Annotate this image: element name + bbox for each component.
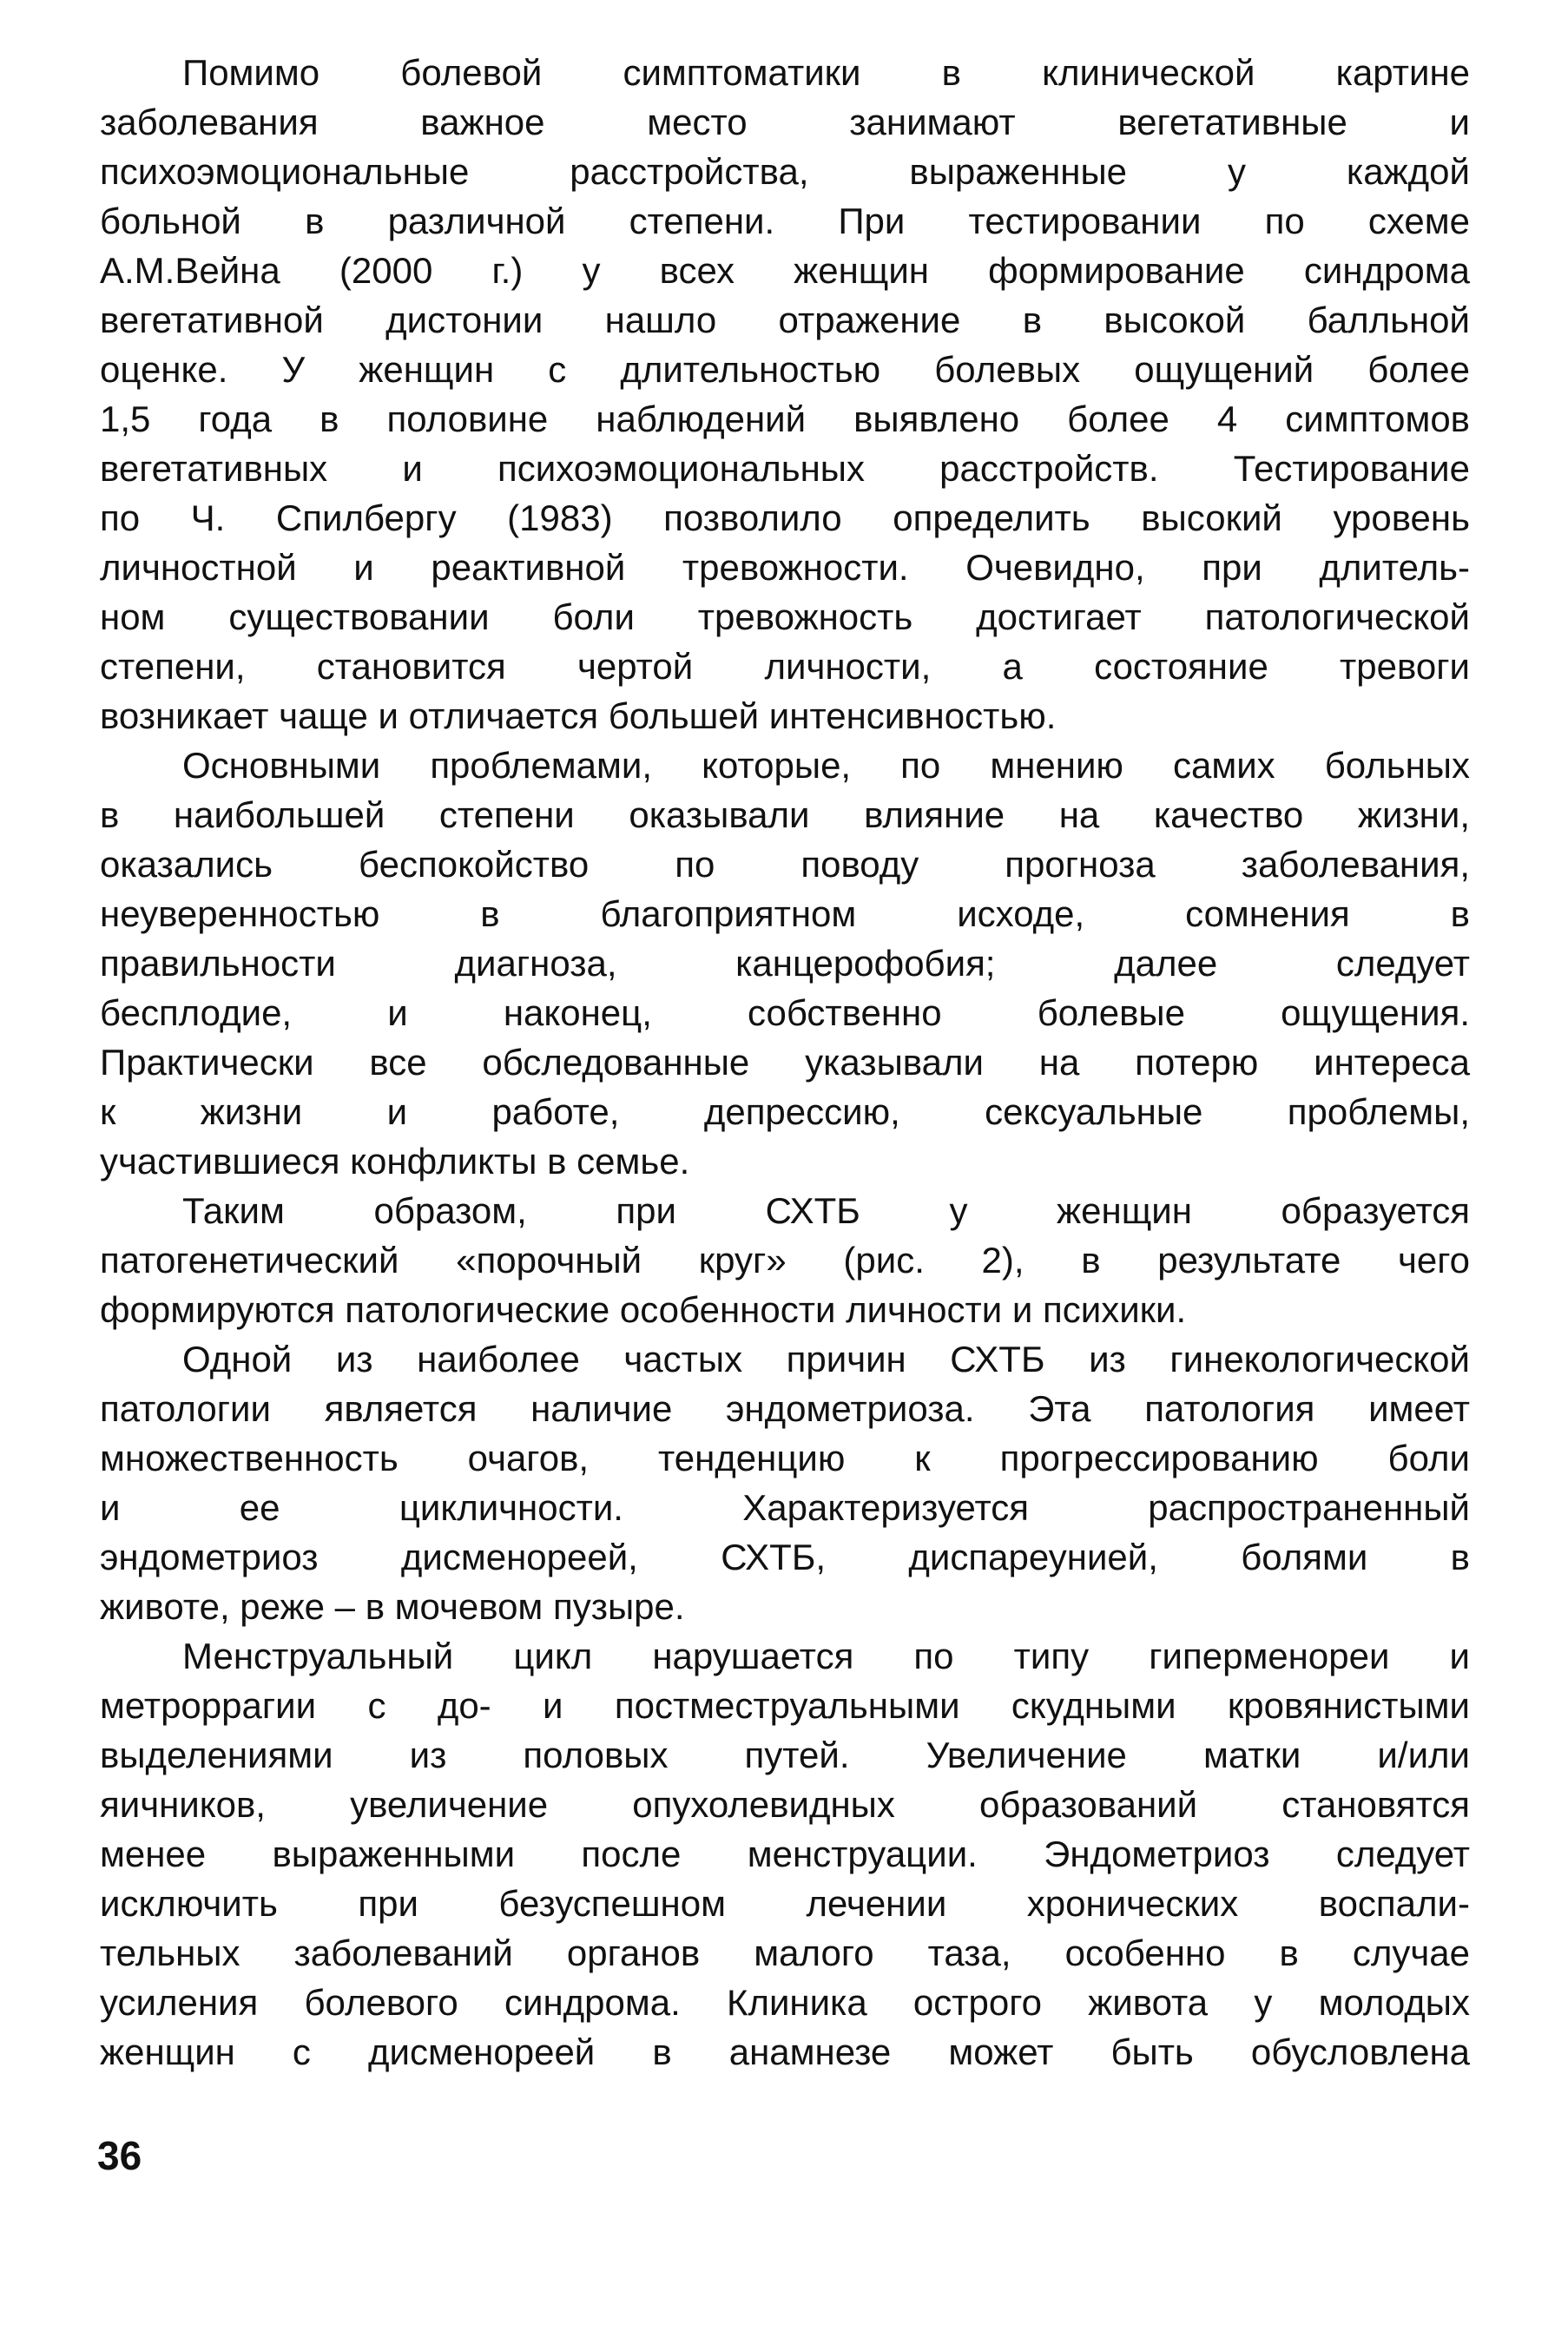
- text-line: оказались беспокойство по поводу прогноза заболевания,: [100, 844, 1470, 885]
- text-line: степени, становится чертой личности, а состояние тревоги: [100, 646, 1470, 687]
- text-line: бесплодие, и наконец, собственно болевые ощущения.: [100, 992, 1470, 1033]
- text-line: исключить при безуспешном лечении хронических воспали-: [100, 1883, 1470, 1924]
- text-line: женщин с дисменореей в анамнезе может быть обусловлена: [100, 2031, 1470, 2072]
- text-line: выделениями из половых путей. Увеличение матки и/или: [100, 1735, 1470, 1775]
- text-line: патогенетический «порочный круг» (рис. 2), в результате чего: [100, 1240, 1470, 1281]
- text-line: к жизни и работе, депрессию, сексуальные проблемы,: [100, 1091, 1470, 1132]
- text-line: заболевания важное место занимают вегетативные и: [100, 102, 1470, 142]
- text-line: менее выраженными после менструации. Эндометриоз следует: [100, 1834, 1470, 1874]
- text-line: вегетативной дистонии нашло отражение в высокой балльной: [100, 300, 1470, 340]
- page-number: 36: [97, 2133, 142, 2178]
- paragraph-1: [100, 48, 1470, 741]
- text-line: Основными проблемами, которые, по мнению самих больных: [182, 745, 1470, 786]
- text-line: неуверенностью в благоприятном исходе, сомнения в: [100, 893, 1470, 934]
- text-line: эндометриоз дисменореей, СХТБ, диспареунией, болями в: [100, 1537, 1470, 1577]
- paragraph-4: [100, 1334, 1470, 1631]
- text-line: ном существовании боли тревожность достигает патологической: [100, 596, 1470, 637]
- text-line: участившиеся конфликты в семье.: [100, 1141, 690, 1182]
- text-line: Практически все обследованные указывали на потерю интереса: [100, 1042, 1470, 1083]
- text-line: Менструальный цикл нарушается по типу гиперменореи и: [182, 1636, 1470, 1676]
- text-line: животе, реже – в мочевом пузыре.: [100, 1586, 685, 1627]
- text-line: Одной из наиболее частых причин СХТБ из гинекологической: [182, 1339, 1470, 1379]
- text-line: яичников, увеличение опухолевидных образований становятся: [100, 1784, 1470, 1825]
- text-line: формируются патологические особенности личности и психики.: [100, 1289, 1187, 1330]
- text-line: Помимо болевой симптоматики в клинической картине: [182, 52, 1470, 93]
- text-line: патологии является наличие эндометриоза. Эта патология имеет: [100, 1388, 1470, 1429]
- text-line: больной в различной степени. При тестировании по схеме: [100, 201, 1470, 241]
- text-line: и ее цикличности. Характеризуется распространенный: [100, 1487, 1470, 1528]
- text-line: Таким образом, при СХТБ у женщин образуется: [182, 1190, 1470, 1231]
- text-line: правильности диагноза, канцерофобия; далее следует: [100, 943, 1470, 984]
- text-line: оценке. У женщин с длительностью болевых ощущений более: [100, 349, 1470, 390]
- text-line: психоэмоциональные расстройства, выраженные у каждой: [100, 151, 1470, 192]
- paragraph-3: [100, 1186, 1470, 1334]
- text-line: множественность очагов, тенденцию к прогрессированию боли: [100, 1438, 1470, 1478]
- text-line: по Ч. Спилбергу (1983) позволило определить высокий уровень: [100, 497, 1470, 538]
- text-line: тельных заболеваний органов малого таза, особенно в случае: [100, 1932, 1470, 1973]
- text-line: метроррагии с до- и постместруальными скудными кровянистыми: [100, 1685, 1470, 1726]
- text-line: 1,5 года в половине наблюдений выявлено более 4 симптомов: [100, 398, 1470, 439]
- text-line: возникает чаще и отличается большей интенсивностью.: [100, 695, 1057, 736]
- text-line: усиления болевого синдрома. Клиника острого живота у молодых: [100, 1982, 1470, 2023]
- body-text: [100, 48, 1470, 2077]
- text-line: А.М.Вейна (2000 г.) у всех женщин формирование синдрома: [100, 250, 1470, 291]
- paragraph-2: [100, 741, 1470, 1186]
- paragraph-5: [100, 1631, 1470, 2077]
- text-line: личностной и реактивной тревожности. Очевидно, при длитель-: [100, 547, 1470, 588]
- text-line: вегетативных и психоэмоциональных расстройств. Тестирование: [100, 448, 1470, 489]
- text-line: в наибольшей степени оказывали влияние на качество жизни,: [100, 794, 1470, 835]
